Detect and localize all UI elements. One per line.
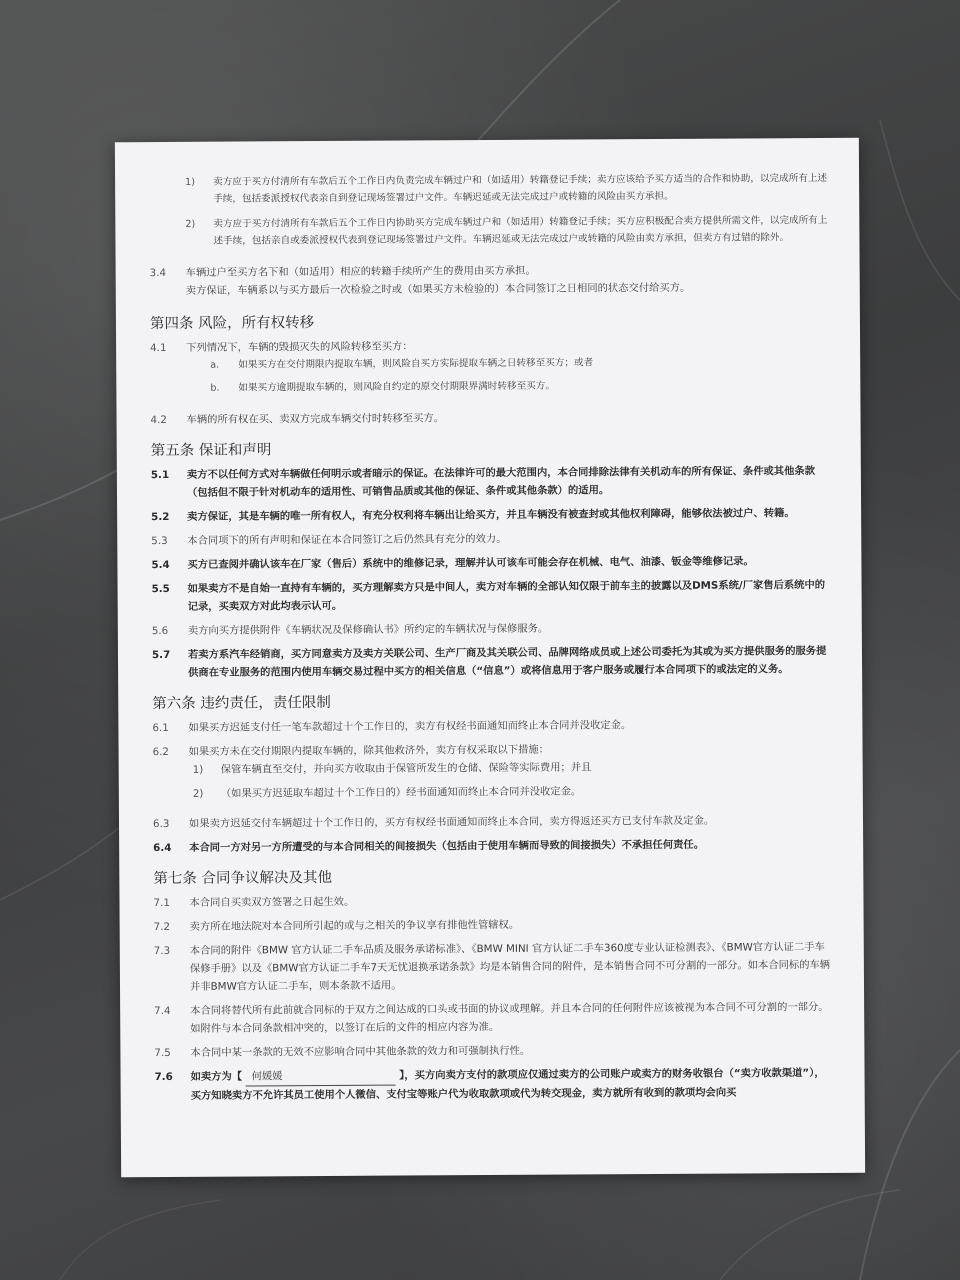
clause-number: 6.3 [152,817,170,831]
clause-text: 卖方向买方提供附件《车辆状况及保修确认书》所约定的车辆状况与保修服务。 [187,622,549,637]
clause-number: 7.1 [153,896,170,910]
sub-number: a. [210,359,220,371]
clause-7-2 [154,914,834,936]
article-5-title: 第五条 保证和声明 [150,442,272,460]
clause-5-1 [151,462,831,502]
clause-text: 本合同将替代所有此前就合同标的于双方之间达成的口头或书面的协议或理解。并且本合同的任何附件应该被视为本合同不可分割的一部分。如附件与本合同条款相冲突的，以签订在后的文件的相应内容为准。 [190,1000,829,1035]
clause-text: 本合同项下的所有声明和保证在本合同签订之后仍然具有充分的效力。 [187,532,507,547]
clause-text: 卖方所在地法院对本合同所引起的或与之相关的争议享有排他性管辖权。 [189,918,520,933]
clause-number: 7.5 [154,1046,171,1060]
option-number: 2) [185,218,196,230]
clause-number: 5.5 [151,582,170,596]
clause-number: 4.2 [150,413,167,427]
clause-text: 下列情况下，车辆的毁损灭失的风险转移至买方： [186,340,413,354]
clause-6-1 [152,715,832,737]
clause-7-1 [153,890,833,912]
option-item [185,212,829,250]
option-item [185,170,829,208]
clause-prefix: 如卖方为【 [190,1070,243,1083]
clause-6-3 [153,811,833,833]
clause-number: 7.4 [154,1004,171,1018]
clause-7-5 [154,1040,834,1062]
clause-text: 如果卖方迟延交付车辆超过十个工作日的，买方有权经书面通知而终止本合同，卖方得返还买方已支付车款及定金。 [188,814,715,830]
clause-3-4 [150,260,830,300]
clause-suffix: 】，买方向卖方支付的款项应仅通过卖方的公司账户或卖方的财务收银台（“卖方收款渠道”），买方知晓卖方不允许其员工使用个人微信、支付宝等账户代为收取款项或代为转交现金，卖方就所有收到的款项均会向买 [190,1066,825,1102]
article-4-title: 第四条 风险，所有权转移 [149,315,315,333]
clause-text: 若卖方系汽车经销商，买方同意卖方及卖方关联公司、生产厂商及其关联公司、品牌网络成员或上述公司委托为其或为买方提供服务的服务提供商在专业服务的范围内使用车辆交易过程中买方的相关信息（“信息”）或将信息用于客户服务或履行本合同项下的或法定的义务。 [187,644,827,679]
sub-text: 保管车辆直至交付，并向买方收取由于保管所发生的仓储、保险等实际费用；并且 [220,761,592,776]
clause-text: 车辆的所有权在买、卖双方完成车辆交付时转移至买方。 [186,412,444,426]
clause-text: 如果卖方不是自始一直持有车辆的，买方理解卖方只是中间人，卖方对车辆的全部认知仅限于前车主的披露以及DMS系统/厂家售后系统中的记录，买卖双方对此均表示认可。 [187,578,826,613]
contract-content [115,138,865,1106]
article-6-title: 第六条 违约责任，责任限制 [152,694,331,713]
clause-line: 卖方保证，车辆系以与买方最后一次检验之时或（如果买方未检验的）本合同签订之日相同的状态交付给买方。 [185,281,691,297]
option-number: 1) [185,176,195,188]
clause-text: 本合同中某一条款的无效不应影响合同中其他条款的效力和可强制执行性。 [190,1044,531,1059]
clause-number: 5.1 [150,468,170,482]
clause-number: 3.4 [149,266,167,280]
clause-number: 6.4 [153,841,172,855]
clause-6-2-subs [153,757,833,803]
clause-text: 卖方保证，其是车辆的唯一所有权人，有充分权利将车辆出让给买方，并且车辆没有被查封或其他权利障碍，能够依法被过户、转籍。 [187,507,795,523]
clause-number: 5.4 [151,558,170,572]
clause-text: 本合同的附件《BMW 官方认证二手车品质及服务承诺标准》、《BMW MINI 官方认证二手车360度专业认证检测表》、《BMW官方认证二手车保修手册》以及《BMW官方认证二手车7天无忧退换承诺条款》均是本销售合同的附件，是本销售合同不可分割的一部分。如本合同标的车辆并非BMW官方认证二手车，则本条款不适用。 [189,940,831,993]
clause-number: 6.1 [152,721,169,735]
clause-number: 4.1 [150,341,167,355]
clause-7-4 [154,998,834,1038]
clause-text: 卖方不以任何方式对车辆做任何明示或者暗示的保证。在法律许可的最大范围内，本合同排除法律有关机动车的所有保证、条件或其他条款（包括但不限于针对机动车的适用性、可销售品质或其他的保证、条件或其他条款）的适用。 [186,465,816,499]
clause-text: 买方已查阅并确认该车在厂家（售后）系统中的维修记录，理解并认可该车可能会存在机械、电气、油漆、钣金等维修记录。 [187,555,754,571]
clause-5-6 [152,618,832,640]
transfer-procedure-options [149,170,829,250]
contract-page [115,138,865,1178]
sub-item [193,781,833,803]
clause-7-6 [155,1064,835,1105]
sub-number: b. [210,382,220,394]
clause-5-2 [151,504,831,526]
clause-text: 如果买方迟延支付任一笔车款超过十个工作日的，卖方有权经书面通知而终止本合同并没收定金。 [188,719,632,734]
clause-5-7 [152,642,832,682]
option-text: 卖方应于买方付清所有车款后五个工作日内负责完成车辆过户和（如适用）转籍登记手续；卖方应该给予买方适当的合作和协助，以完成所有上述手续，包括委派授权代表亲自到登记现场签署过户文件。车辆迟延或无法完成过户或转籍的风险由买方承担。 [213,172,828,205]
clause-number: 5.2 [151,510,170,524]
clause-6-4 [153,835,833,857]
clause-text: 本合同自买卖双方签署之日起生效。 [189,895,355,909]
clause-5-3 [151,528,831,550]
sub-item [210,353,830,374]
clause-5-5 [152,576,832,616]
clause-4-1-subs [150,353,830,397]
clause-number: 5.3 [151,534,168,548]
clause-number: 6.2 [152,745,169,759]
clause-text: 如果买方未在交付期限内提取车辆的，除其他救济外，卖方有权采取以下措施： [188,743,549,758]
clause-4-2 [150,407,830,429]
clause-number: 7.2 [153,920,171,934]
sub-text: （如果买方迟延取车超过十个工作日的）经书面通知而终止本合同并没收定金。 [220,785,582,800]
sub-item [210,376,830,397]
sub-number: 1) [192,763,204,776]
seller-name-field: 何媛媛 [246,1067,396,1087]
clause-number: 7.6 [154,1070,173,1084]
clause-text [191,1064,835,1105]
clause-number: 7.3 [153,944,171,958]
article-7-title: 第七条 合同争议解决及其他 [153,869,333,888]
sub-text: 如果买方在交付期限内提取车辆，则风险自买方实际提取车辆之日转移至买方；或者 [238,357,594,371]
sub-number: 2) [192,787,204,800]
clause-7-3 [154,938,834,996]
option-text: 卖方应于买方付清所有车款后五个工作日内协助买方完成车辆过户和（如适用）转籍登记手续；买方应积极配合卖方提供所需文件，以完成所有上述手续，包括亲自或委派授权代表到登记现场签署过户文件。车辆迟延或无法完成过户或转籍的风险由卖方承担，但卖方有过错的除外。 [213,214,828,247]
clause-5-4 [151,552,831,574]
clause-line: 车辆过户至买方名下和（如适用）相应的转籍手续所产生的费用由买方承担。 [185,264,536,279]
sub-text: 如果买方逾期提取车辆的，则风险自约定的原交付期限界满时转移至买方。 [238,380,555,394]
clause-number: 5.6 [151,624,169,638]
clause-number: 5.7 [151,648,171,662]
clause-text: 本合同一方对另一方所遭受的与本合同相关的间接损失（包括由于使用车辆而导致的间接损失）不承担任何责任。 [189,838,705,854]
sub-item [193,757,833,779]
clause-text [186,260,830,300]
